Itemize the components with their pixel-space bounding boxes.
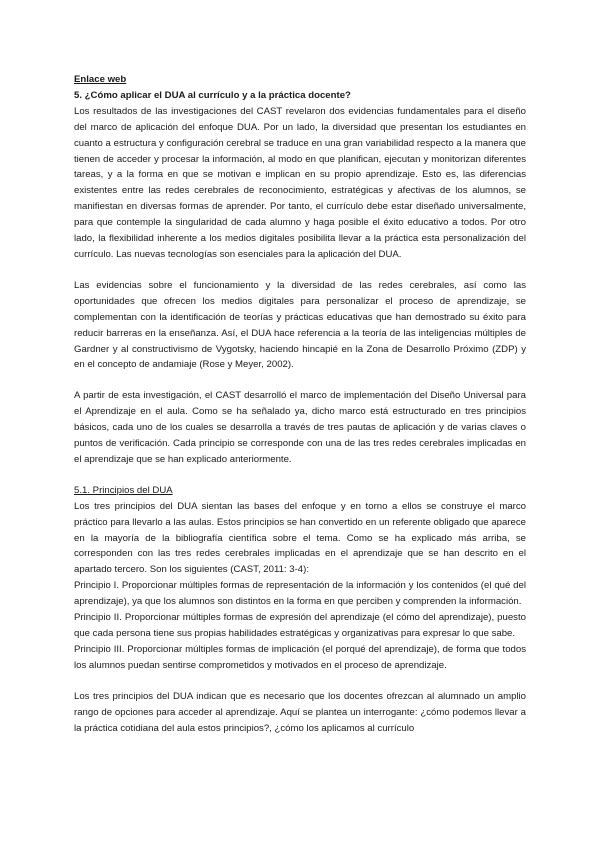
subsection-intro: Los tres principios del DUA sientan las bases del enfoque y en torno a ellos se construye el marco práctico para llevarlo a las aulas. Estos principios se han convertido en un referente obligado que aparece en la mayoría de la bibliografía científica sobre el tema. Como se ha explicado más arriba, se corresponden con las tres redes cerebrales implicadas en el aprendizaje que se han descrito en el apartado tercero. Son los siguientes (CAST, 2011: 3-4):: [74, 500, 526, 576]
principle-3: Principio III. Proporcionar múltiples formas de implicación (el porqué del aprendizaje), de forma que todos los alumnos puedan sentirse comprometidos y motivados en el proceso de aprendizaje.: [74, 643, 526, 671]
paragraph-intro-2: Las evidencias sobre el funcionamiento y la diversidad de las redes cerebrales, así como las oportunidades que ofrecen los medios digitales para personalizar el proceso de aprendizaje, se complementan con la identificación de teorías y prácticas educativas que han demostrado su éxito para reducir barreras en la enseñanza. Así, el DUA hace referencia a la teoría de las inteligencias múltiples de Gardner y al constructivismo de Vygotsky, haciendo hincapié en la Zona de Desarrollo Próximo (ZDP) y en el concepto de andamiaje (Rose y Meyer, 2002).: [74, 279, 526, 371]
paragraph-gap: [74, 674, 526, 689]
principle-1: Principio I. Proporcionar múltiples formas de representación de la información y los contenidos (el qué del aprendizaje), ya que los alumnos son distintos en la forma en que perciben y comprenden la información.: [74, 580, 526, 608]
paragraph-gap: [74, 263, 526, 278]
principle-2: Principio II. Proporcionar múltiples formas de expresión del aprendizaje (el cómo del aprendizaje), puesto que cada persona tiene sus propias habilidades estratégicas y organizativas para expresar lo que sabe.: [74, 612, 526, 639]
document-page: [74, 72, 526, 736]
paragraph-intro-1: Los resultados de las investigaciones del CAST revelaron dos evidencias fundamentales para el diseño del marco de aplicación del enfoque DUA. Por un lado, la diversidad que presentan los estudiantes en cuanto a estructura y configuración cerebral se traduce en una gran variabilidad respecto a la manera que tienen de acceder y procesar la información, al modo en que planifican, ejecutan y monitorizan diferentes tareas, y a la forma en que se motivan e implican en su propio aprendizaje. Esto es, las diferencias existentes entre las redes cerebrales de reconocimiento, estratégicas y afectivas de los alumnos, se manifiestan en diversas formas de aprender. Por tanto, el currículo debe estar diseñado universalmente, para que contemple la singularidad de cada alumno y haga posible el éxito educativo a todos. Por otro lado, la flexibilidad inherente a los medios digitales posibilita llevar a la práctica esta personalización del currículo. Las nuevas tecnologías son esenciales para la aplicación del DUA.: [74, 105, 526, 260]
closing-paragraph: Los tres principios del DUA indican que es necesario que los docentes ofrezcan al alumnado un amplio rango de opciones para acceder al aprendizaje. Aquí se plantea un interrogante: ¿cómo podemos llevar a la práctica cotidiana del aula estos principios?, ¿cómo los aplicamos al currículo: [74, 690, 526, 734]
web-link[interactable]: Enlace web: [74, 74, 127, 85]
paragraph-gap: [74, 468, 526, 483]
subsection-title: 5.1. Principios del DUA: [74, 484, 173, 496]
paragraph-intro-3: A partir de esta investigación, el CAST desarrolló el marco de implementación del Diseño Universal para el Aprendizaje en el aula. Como se ha señalado ya, dicho marco está estructurado en tres principios básicos, cada uno de los cuales se desarrolla a través de tres pautas de aplicación y de varias claves o puntos de verificación. Cada principio se corresponde con una de las tres redes cerebrales implicadas en el aprendizaje que se han explicado anteriormente.: [74, 390, 526, 465]
section-title: 5. ¿Cómo aplicar el DUA al currículo y a la práctica docente?: [74, 89, 351, 101]
paragraph-gap: [74, 373, 526, 388]
